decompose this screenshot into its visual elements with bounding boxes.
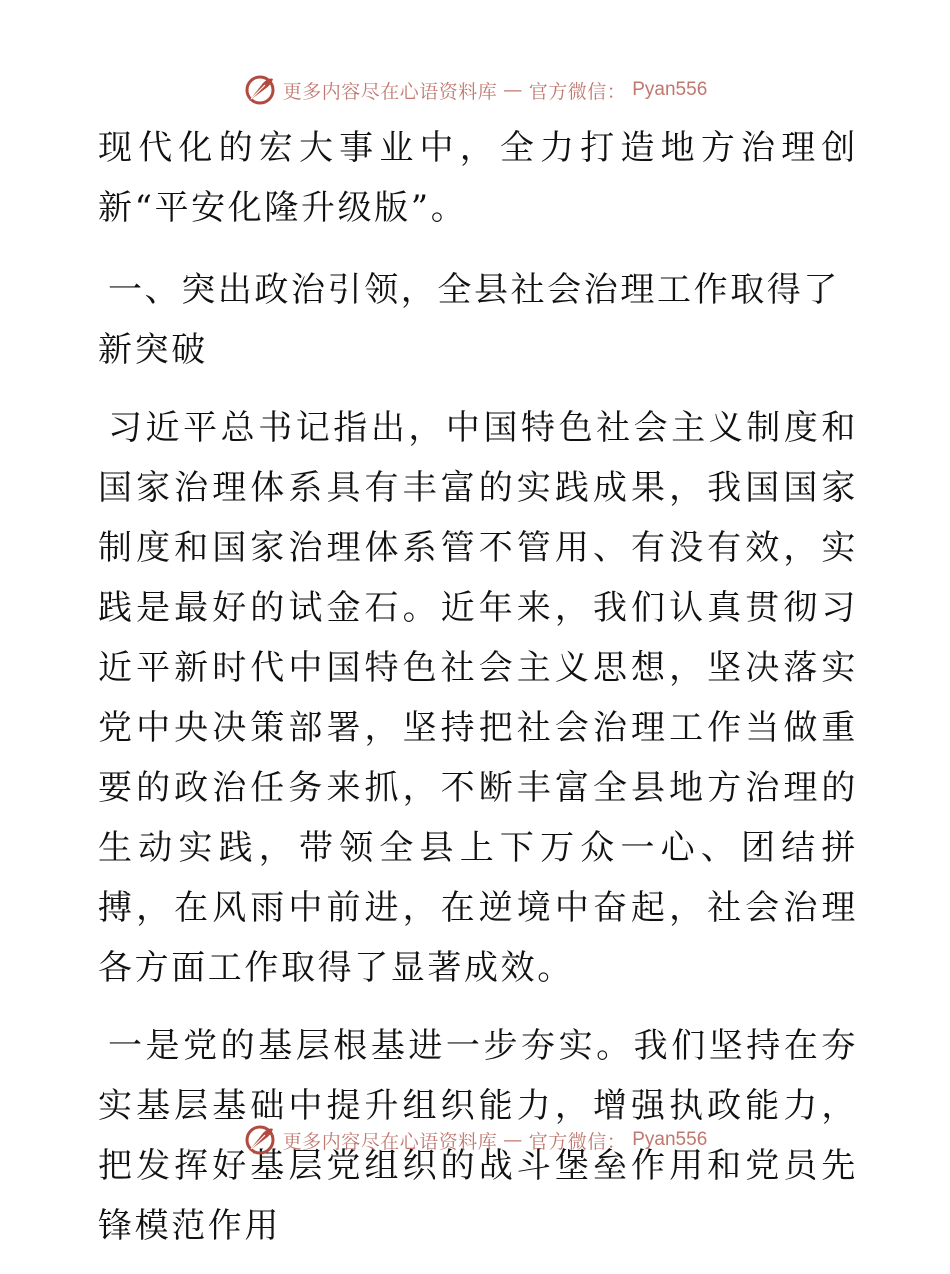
watermark-wechat-label: 官方微信： [528,80,627,103]
footer-watermark [0,1120,950,1160]
paragraph-body: 习近平总书记指出，中国特色社会主义制度和国家治理体系具有丰富的实践成果，我国国家制度和国家治理体系管不管用、有没有效，实践是最好的试金石。近年来，我们认真贯彻习近平新时代中国特色社会主义思想，坚决落实党中央决策部署，坚持把社会治理工作当做重要的政治任务来抓，不断丰富全县地方治理的生动实践，带领全县上下万众一心、团结拼搏，在风雨中前进，在逆境中奋起，社会治理各方面工作取得了显著成效。 [98,408,858,988]
feather-pen-circle-icon [243,73,277,107]
watermark-wechat-id: Pyan556 [632,79,708,100]
paragraph-continuation: 现代化的宏大事业中，全力打造地方治理创新“平安化隆升级版”。 [98,128,858,228]
watermark-dash: — [503,1129,523,1151]
watermark-dash: — [503,79,523,101]
feather-pen-circle-icon [243,1123,277,1157]
watermark-site-text: 更多内容尽在心语资料库 [282,1130,498,1153]
section-heading: 一、突出政治引领，全县社会治理工作取得了新突破 [98,270,840,370]
watermark-site-text: 更多内容尽在心语资料库 [282,80,498,103]
watermark-wechat-id: Pyan556 [632,1129,708,1150]
watermark-wechat-label: 官方微信： [528,1130,627,1153]
document-body [98,118,858,1274]
paragraph-point-one: 一是党的基层根基进一步夯实。我们坚持在夯实基层基础中提升组织能力，增强执政能力，把发挥好基层党组织的战斗堡垒作用和党员先锋模范作用 [98,1026,858,1246]
header-watermark [0,70,950,110]
